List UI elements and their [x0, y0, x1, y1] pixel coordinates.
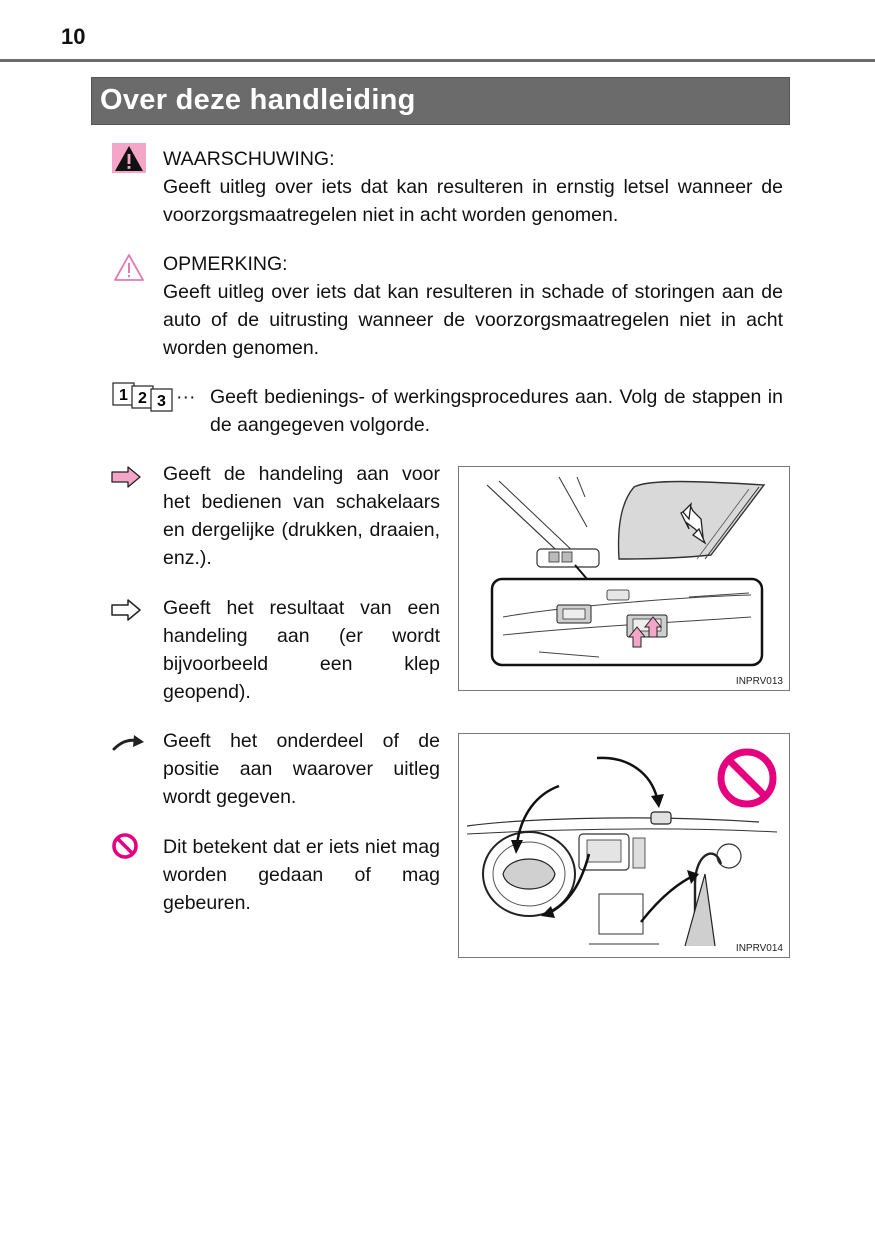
warning-block — [163, 145, 783, 229]
step-numbers-icon — [112, 382, 178, 412]
page-number: 10 — [61, 24, 86, 49]
item-prohibited-text: Dit betekent dat er iets niet mag worden gedaan of mag gebeuren. — [163, 836, 440, 914]
item-position-text: Geeft het onderdeel of de positie aan waarover uitleg wordt gegeven. — [163, 730, 440, 808]
steps-text: Geeft bedienings- of werkingsprocedures aan. Volg de stappen in de aangegeven volgorde. — [210, 386, 783, 436]
figure-interior — [458, 733, 790, 958]
pink-filled-arrow-icon — [110, 466, 142, 488]
dashboard-illustration — [459, 734, 789, 957]
section-title: Over deze handleiding — [100, 84, 416, 116]
notice-block — [163, 250, 783, 362]
notice-label: OPMERKING: — [163, 253, 288, 275]
item-operation-text: Geeft de handeling aan voor het bedienen van schakelaars en dergelijke (drukken, draaien, enz.). — [163, 463, 440, 569]
notice-triangle-icon — [112, 252, 146, 282]
curved-pointer-arrow-icon — [112, 734, 146, 752]
warning-triangle-icon — [112, 143, 146, 173]
step-digit-1: 1 — [119, 387, 128, 404]
warning-label: WAARSCHUWING: — [163, 148, 335, 170]
figure-switch-operation — [458, 466, 790, 691]
prohibition-icon — [111, 832, 139, 860]
outline-arrow-icon — [110, 599, 142, 621]
header-rule — [0, 59, 875, 62]
step-digit-2: 2 — [138, 390, 147, 407]
step-digit-3: 3 — [157, 393, 166, 410]
steps-ellipsis: ··· — [176, 386, 196, 408]
notice-text: Geeft uitleg over iets dat kan resulteren in schade of storingen aan de auto of de uitrusting wanneer de voorzorgsmaatregelen niet in acht worden genomen. — [163, 281, 783, 359]
section-title-bar — [91, 77, 790, 125]
switch-illustration — [459, 467, 789, 690]
item-result-text: Geeft het resultaat van een handeling aan (er wordt bijvoorbeeld een klep geopend). — [163, 597, 440, 703]
figure-label-1: INPRV013 — [735, 676, 783, 687]
warning-text: Geeft uitleg over iets dat kan resulteren in ernstig letsel wanneer de voorzorgsmaatregelen niet in acht worden genomen. — [163, 176, 783, 226]
figure-label-2: INPRV014 — [735, 943, 783, 954]
